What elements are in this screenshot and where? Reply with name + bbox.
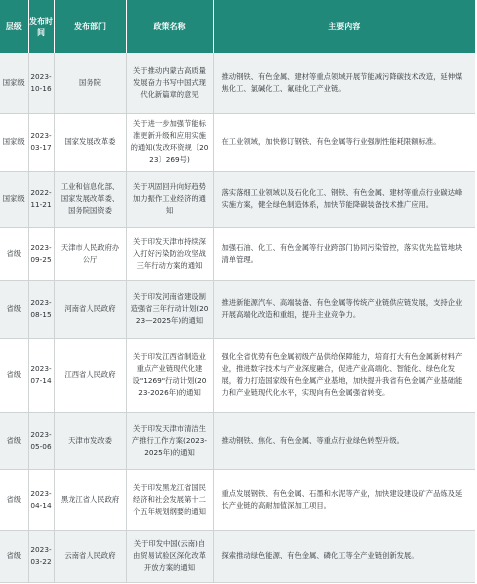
row-date: 2023-10-16	[28, 53, 54, 113]
row-dept: 江西省人民政府	[54, 338, 126, 412]
row-content: 推进新能源汽车、高端装备、有色金属等传统产业链供应链发展，支持企业开展高端化改造和重组，提升主业竞争力。	[213, 280, 475, 338]
table-row	[0, 113, 475, 171]
row-level: 国家级	[0, 53, 28, 113]
row-date: 2023-04-14	[28, 469, 54, 530]
row-dept: 国家发展改革委	[54, 113, 126, 171]
row-policy: 关于推动内蒙古高质量发展奋力书写中国式现代化新篇章的意见	[126, 53, 213, 113]
row-content: 探索推动绿色能源、有色金属、磷化工等全产业链创新发展。	[213, 530, 475, 582]
table-row	[0, 227, 475, 280]
row-level: 国家级	[0, 113, 28, 171]
header-date: 发布时间	[28, 0, 54, 53]
row-date: 2023-03-17	[28, 113, 54, 171]
row-dept: 工业和信息化部、国家发展改革委、国务院国资委	[54, 171, 126, 227]
row-content: 在工业领域，加快修订钢铁、有色金属等行业强制性能耗限额标准。	[213, 113, 475, 171]
row-dept: 天津市发改委	[54, 412, 126, 469]
row-content: 加强石油、化工、有色金属等行业跨部门协同污染管控，落实优先监管地块清单管理。	[213, 227, 475, 280]
row-dept: 国务院	[54, 53, 126, 113]
table-row	[0, 412, 475, 469]
row-level: 省级	[0, 227, 28, 280]
row-policy: 关于印发河南省建设制造强省三年行动计划(2023—2025年)的通知	[126, 280, 213, 338]
row-policy: 关于印发天津市清洁生产推行工作方案(2023-2025年)的通知	[126, 412, 213, 469]
row-policy: 关于印发江西省制造业重点产业链现代化建设"1269"行动计划(2023-2026年)的通知	[126, 338, 213, 412]
row-level: 省级	[0, 469, 28, 530]
table-row	[0, 53, 475, 113]
row-date: 2023-09-25	[28, 227, 54, 280]
row-date: 2023-03-22	[28, 530, 54, 582]
row-content: 推动钢铁、焦化、有色金属、等重点行业绿色转型升级。	[213, 412, 475, 469]
header-row	[0, 0, 475, 53]
header-dept: 发布部门	[54, 0, 126, 53]
row-level: 省级	[0, 412, 28, 469]
row-level: 国家级	[0, 171, 28, 227]
row-policy: 关于印发天津市持续深入打好污染防治攻坚战三年行动方案的通知	[126, 227, 213, 280]
row-dept: 天津市人民政府办公厅	[54, 227, 126, 280]
row-date: 2023-08-15	[28, 280, 54, 338]
row-date: 2023-07-14	[28, 338, 54, 412]
row-dept: 黑龙江省人民政府	[54, 469, 126, 530]
header-content: 主要内容	[213, 0, 475, 53]
row-date: 2023-05-06	[28, 412, 54, 469]
row-dept: 云南省人民政府	[54, 530, 126, 582]
table-row	[0, 338, 475, 412]
row-content: 强化全省优势有色金属初级产品供给保障能力，培育打大有色金属新材料产业，推进数字技术与产业深度融合，促进产业高端化、智能化、绿色化发展，着力打造国家级有色金属产业基地，加快提升我省有色金属产业基础能力和产业链现代化水平，实现向有色金属强省转变。	[213, 338, 475, 412]
row-policy: 关于进一步加强节能标准更新升级和应用实施的通知(发改环资规〔2023〕269号)	[126, 113, 213, 171]
row-level: 省级	[0, 338, 28, 412]
row-level: 省级	[0, 530, 28, 582]
table-row	[0, 469, 475, 530]
row-level: 省级	[0, 280, 28, 338]
table-row	[0, 530, 475, 582]
row-policy: 关于巩固回升向好趋势加力振作工业经济的通知	[126, 171, 213, 227]
table-row	[0, 171, 475, 227]
row-policy: 关于印发中国(云南)自由贸易试验区深化改革开放方案的通知	[126, 530, 213, 582]
table-row	[0, 280, 475, 338]
header-policy: 政策名称	[126, 0, 213, 53]
header-level: 层级	[0, 0, 28, 53]
row-content: 重点发展钢铁、有色金属、石墨和水泥等产业，加快建设建设矿产品炼及延长产业链的高耐加值深加工项目。	[213, 469, 475, 530]
row-content: 落实落细工业领域以及石化化工、钢铁、有色金属、建材等重点行业碳达峰实施方案，健全绿色制造体系，加快节能降碳装备技术推广应用。	[213, 171, 475, 227]
row-content: 推动钢铁、有色金属、建材等重点领域开展节能减污降碳技术改造，延伸煤焦化工、氯碱化工、氟硅化工产业链。	[213, 53, 475, 113]
row-date: 2022-11-21	[28, 171, 54, 227]
row-dept: 河南省人民政府	[54, 280, 126, 338]
row-policy: 关于印发黑龙江省国民经济和社会发展第十二个五年规划纲要的通知	[126, 469, 213, 530]
